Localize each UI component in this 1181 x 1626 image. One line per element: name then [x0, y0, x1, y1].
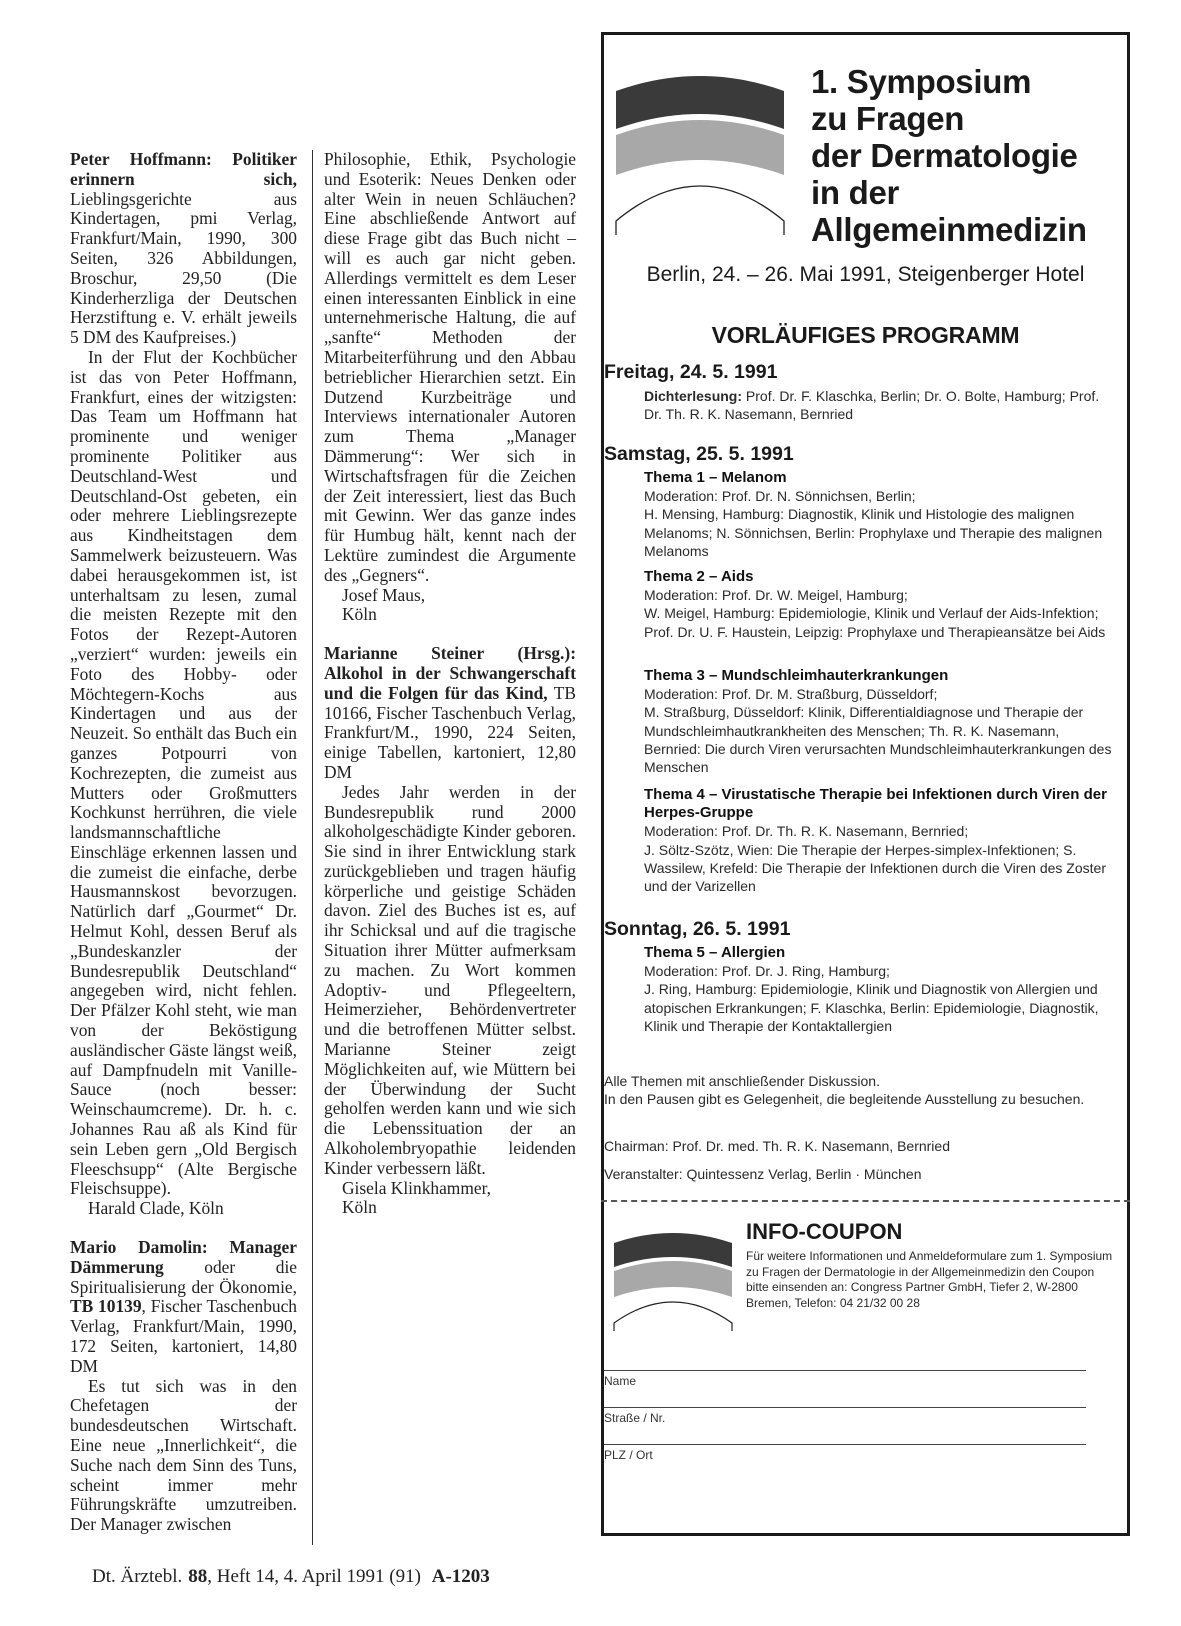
review-damolin-body-continued: Philosophie, Ethik, Psychologie und Esoterik: Neues Denken oder alter Wein in neuen Schläuchen? Eine abschließende Antwort auf diese Frage gibt das Buch nicht – will es auch gar nicht geben. Allerdings vermittelt es dem Leser einen interessanten Einblick in eine unternehmerische Haltung, die auf „sanfte“ Methoden der Mitarbeiterführung und den Abbau betrieblicher Hierarchien setzt. Ein Dutzend Kurzbeiträge und Interviews internationaler Autoren zum Thema „Manager Dämmerung“: Wer sich in Wirtschaftsfragen für die Zeichen der Zeit interessiert, liest das Buch mit Gewinn. Wer das ganze indes für Humbug hält, kennt nach der Lektüre zumindest die Argumente des „Gegners“. — [324, 149, 576, 585]
page-number: A-1203 — [431, 1566, 490, 1587]
symposium-title: 1. Symposium zu Fragen der Dermatologie in der Allgemeinmedizin — [811, 63, 1087, 248]
coupon-arc-logo — [610, 1225, 736, 1335]
session-reading: Dichterlesung: Prof. Dr. F. Klaschka, Berlin; Dr. O. Bolte, Hamburg; Prof. Dr. Th. R. K. Nasemann, Bernried — [644, 388, 1100, 423]
review-damolin-author-name: Josef Maus, — [342, 584, 426, 605]
review-damolin-citation: Mario Damolin: Manager Dämmerung oder die Spiritualisierung der Ökonomie, TB 10139, Fischer Taschenbuch Verlag, Frankfurt/Main, 1990, 172 Seiten, kartoniert, 14,80 DM — [70, 1237, 297, 1376]
day-sunday: Sonntag, 26. 5. 1991 — [604, 918, 791, 940]
day-saturday: Samstag, 25. 5. 1991 — [604, 443, 794, 465]
coupon-cut-line — [601, 1200, 1130, 1202]
coupon-city-field[interactable]: PLZ / Ort — [604, 1444, 1086, 1462]
review-hoffmann-body: In der Flut der Kochbücher ist das von Peter Hoffmann, Frankfurt, eines der witzigsten: Das Team um Hoffmann hat prominente und weniger prominente Politiker aus Deutschland-West und Deutschland-Ost gebeten, ein oder mehrere Lieblingsrezepte aus Kindheitstagen dem Sammelwerk beizusteuern. Was dabei herausgekommen ist, ist unterhaltsam zu lesen, zumal die meisten Rezepte mit den Fotos der Rezept-Autoren „verziert“ wurden: jeweils ein Foto des Hobby- oder Möchtegern-Kochs aus Kindertagen und aus der Neuzeit. So enthält das Buch ein ganzes Potpourri von Kochrezepten, die zumeist aus Mutters oder Großmutters Kochkunst herrühren, die viele landsmannschaftliche Einschläge erkennen lassen und die zumeist die einfache, derbe Hausmannskost bevorzugen. Natürlich darf „Gourmet“ Dr. Helmut Kohl, dessen Beruf als „Bundeskanzler der Bundesrepublik Deutschland“ angegeben wird, nicht fehlen. Der Pfälzer Kohl steht, wie man von der Beköstigung ausländischer Gäste längst weiß, auf Dampfnudeln mit Vanille-Sauce (noch besser: Weinschaumcreme). Dr. h. c. Johannes Rau aß als Kind für sein Leben gern „Old Bergisch Fleeschsupp“ (Alte Bergische Fleischsuppe). — [70, 346, 297, 1199]
program-heading: VORLÄUFIGES PROGRAMM — [711, 322, 1020, 348]
review-damolin-title: Mario Damolin: Manager Dämmerung — [70, 1237, 297, 1277]
symposium-location: Berlin, 24. – 26. Mai 1991, Steigenberger Hotel — [646, 263, 1085, 286]
symposium-advertisement — [601, 32, 1130, 1536]
session-theme-1: Thema 1 – Melanom Moderation: Prof. Dr. N. Sönnichsen, Berlin; H. Mensing, Hamburg: Diagnostik, Klinik und Histologie des malignen Melanoms; N. Sönnichsen, Berlin: Prophylaxe und Therapie des malignen Melanoms — [644, 469, 1103, 559]
session-theme-5: Thema 5 – Allergien Moderation: Prof. Dr. J. Ring, Hamburg; J. Ring, Hamburg: Epidemiologie, Klinik und Diagnostik von Allergien und atopischen Erkrankungen; F. Klaschka, Berlin: Epidemiologie, Diagnostik, Klinik und Therapie der Kontaktallergien — [644, 944, 1099, 1034]
book-review-column-2 — [324, 150, 576, 1218]
coupon-name-field[interactable]: Name — [604, 1370, 1086, 1388]
column-divider — [312, 150, 313, 1545]
review-steiner-body: Jedes Jahr werden in der Bundesrepublik rund 2000 alkoholgeschädigte Kinder geboren. Sie sind in ihrer Entwicklung stark zurückgeblieben und tragen häufig körperliche und geistige Schäden davon. Ziel des Buches ist es, auf ihr Schicksal und auf die tragische Situation ihrer Mütter aufmerksam zu machen. Zu Wort kommen Adoptiv- und Pflegeeltern, Heimerzieher, Behördenvertreter und die betroffenen Mütter selbst. Marianne Steiner zeigt Möglichkeiten auf, wie Müttern bei der Überwindung der Sucht geholfen werden kann und wie sich die Lebenssituation der an Alkoholembryopathie leidenden Kinder verbessern läßt. — [324, 781, 576, 1178]
logo-white-band — [616, 186, 784, 235]
program-notes: Alle Themen mit anschließender Diskussion. In den Pausen gibt es Gelegenheit, die begleitende Ausstellung zu besuchen. — [604, 1073, 1085, 1108]
journal-issue: , Heft 14, 4. April 1991 (91) — [207, 1566, 421, 1587]
symposium-arc-logo — [610, 63, 790, 243]
organizer-line: Veranstalter: Quintessenz Verlag, Berlin · München — [604, 1166, 922, 1182]
coupon-title: INFO-COUPON — [746, 1219, 903, 1244]
coupon-street-field[interactable]: Straße / Nr. — [604, 1407, 1086, 1425]
review-steiner-author-city: Köln — [342, 1197, 377, 1218]
review-hoffmann-author: Harald Clade, Köln — [88, 1198, 224, 1219]
review-hoffmann-title: Peter Hoffmann: Politiker erinnern sich, — [70, 149, 297, 189]
day-friday: Freitag, 24. 5. 1991 — [604, 361, 778, 383]
session-theme-3: Thema 3 – Mundschleimhauterkrankungen Moderation: Prof. Dr. M. Straßburg, Düsseldorf; M. Straßburg, Düsseldorf: Klinik, Differentialdiagnose und Therapie der Mundschleimhautkrankheiten des Menschen; Th. R. K. Nasemann, Bernried: Die durch Viren verursachten Mundschleimhauterkrankungen des Menschen — [644, 667, 1112, 776]
page-footer — [92, 1566, 592, 1588]
review-hoffmann-citation: Peter Hoffmann: Politiker erinnern sich, Lieblingsgerichte aus Kindertagen, pmi Verlag, Frankfurt/Main, 1990, 300 Seiten, 326 Abbildungen, Broschur, 29,50 (Die Kinderherzliga der Deutschen Herzstiftung e. V. erhält jeweils 5 DM des Kaufpreises.) — [70, 149, 297, 348]
journal-name: Dt. Ärztebl. — [92, 1566, 183, 1587]
review-steiner-title: Marianne Steiner (Hrsg.): Alkohol in der Schwangerschaft und die Folgen für das Kind, — [324, 643, 576, 703]
session-theme-2: Thema 2 – Aids Moderation: Prof. Dr. W. Meigel, Hamburg; W. Meigel, Hamburg: Epidemiologie, Klinik und Verlauf der Aids-Infektion; Prof. Dr. U. F. Haustein, Leipzig: Prophylaxe und Therapieansätze bei Aids — [644, 568, 1106, 640]
coupon-text: Für weitere Informationen und Anmeldeformulare zum 1. Symposium zu Fragen der Dermatologie in der Allgemeinmedizin den Coupon bitte einsenden an: Congress Partner GmbH, Tiefer 2, W-2800 Bremen, Telefon: 04 21/32 00 28 — [746, 1249, 1113, 1310]
chairman-line: Chairman: Prof. Dr. med. Th. R. K. Nasemann, Bernried — [604, 1138, 950, 1154]
review-steiner-citation: Marianne Steiner (Hrsg.): Alkohol in der Schwangerschaft und die Folgen für das Kind, TB 10166, Fischer Taschenbuch Verlag, Frankfurt/M., 1990, 224 Seiten, einige Tabellen, kartoniert, 12,80 DM — [324, 643, 576, 782]
logo-grey-band — [616, 120, 784, 175]
review-damolin-author-city: Köln — [342, 604, 377, 625]
review-damolin-body: Es tut sich was in den Chefetagen der bundesdeutschen Wirtschaft. Eine neue „Innerlichkeit“, die Suche nach dem Sinn des Tuns, scheint immer mehr Führungskräfte umzutreiben. Der Manager zwischen — [70, 1375, 297, 1535]
journal-volume: 88 — [188, 1566, 208, 1587]
review-steiner-author-name: Gisela Klinkhammer, — [342, 1177, 492, 1198]
book-review-column-1 — [70, 150, 297, 1535]
session-theme-4: Thema 4 – Virustatische Therapie bei Infektionen durch Viren der Herpes-Gruppe Moderation: Prof. Dr. Th. R. K. Nasemann, Bernried; J. Söltz-Szötz, Wien: Die Therapie der Herpes-simplex-Infektionen; S. Wassilew, Krefeld: Die Therapie der Infektionen durch die Viren des Zoster und der Varizellen — [644, 786, 1107, 895]
